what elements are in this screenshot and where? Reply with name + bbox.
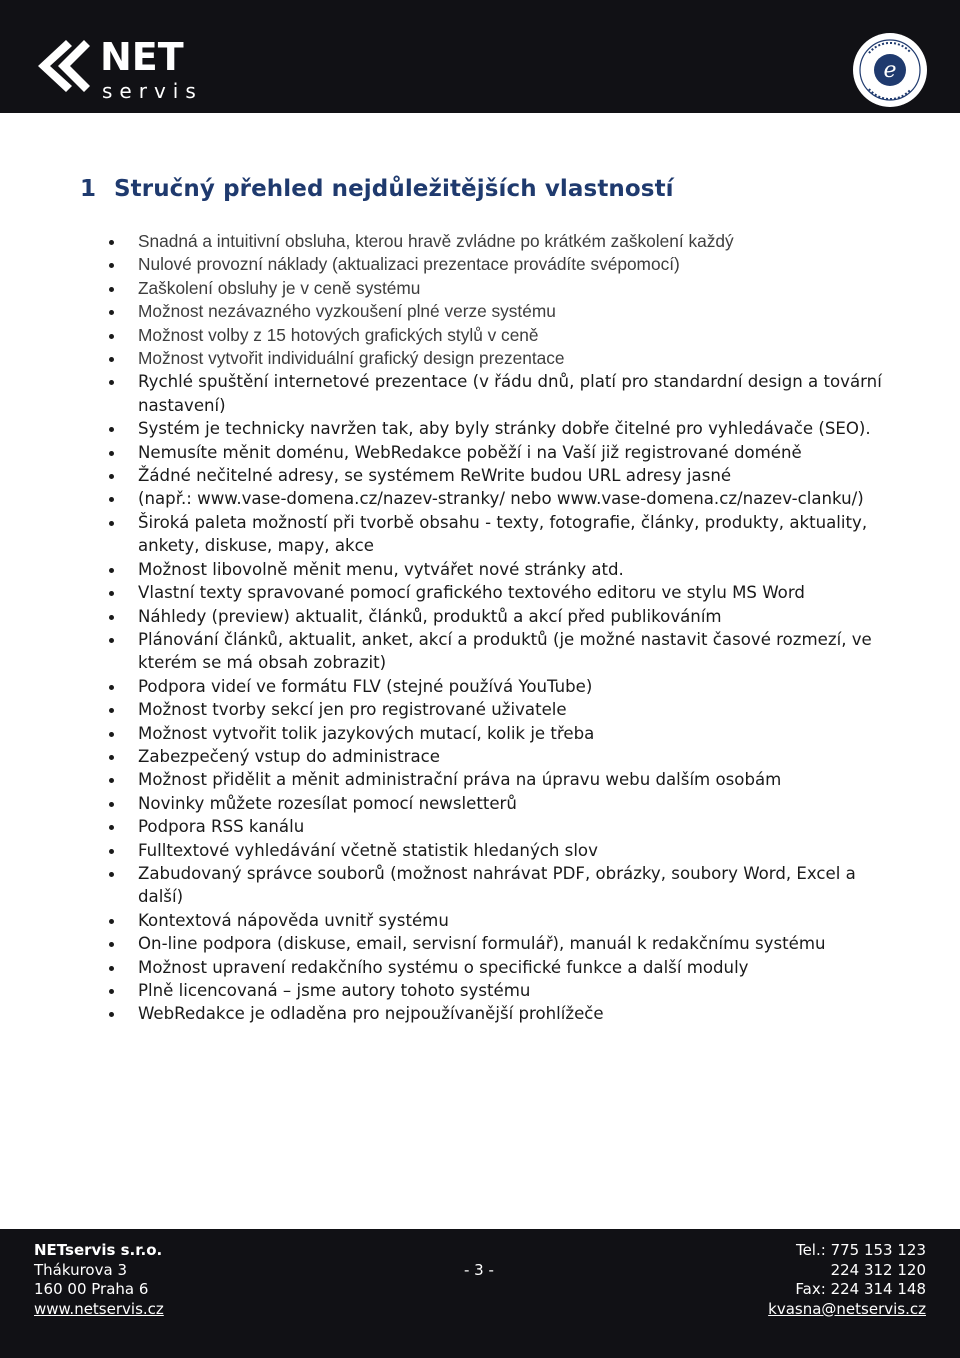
list-item: Nemusíte měnit doménu, WebRedakce poběží i na Vaší již registrované doméně <box>106 441 886 464</box>
list-item: Systém je technicky navržen tak, aby byly stránky dobře čitelné pro vyhledávače (SEO). <box>106 417 886 440</box>
page-number: - 3 - <box>464 1261 494 1279</box>
list-item: Snadná a intuitivní obsluha, kterou hravě zvládne po krátkém zaškolení každý <box>106 230 886 253</box>
bullet-icon <box>109 497 114 502</box>
list-item: Plánování článků, aktualit, anket, akcí a produktů (je možné nastavit časové rozmezí, ve kterém se má obsah zobrazit) <box>106 628 886 675</box>
bullet-icon <box>109 708 114 713</box>
list-item: Možnost nezávazného vyzkoušení plné verze systému <box>106 300 886 323</box>
feature-list <box>106 230 886 1026</box>
bullet-icon <box>109 357 114 362</box>
list-item: Podpora videí ve formátu FLV (stejné používá YouTube) <box>106 675 886 698</box>
netservis-logo <box>30 26 230 106</box>
company-address <box>34 1241 164 1319</box>
list-item: Zabezpečený vstup do administrace <box>106 745 886 768</box>
section-heading <box>80 176 674 202</box>
logo-text: NET <box>100 35 184 79</box>
bullet-icon <box>109 1012 114 1017</box>
list-item: Kontextová nápověda uvnitř systému <box>106 909 886 932</box>
bullet-icon <box>109 263 114 268</box>
bullet-icon <box>109 825 114 830</box>
list-item: Zaškolení obsluhy je v ceně systému <box>106 277 886 300</box>
list-item: Nulové provozní náklady (aktualizaci prezentace provádíte svépomocí) <box>106 253 886 276</box>
list-item: Podpora RSS kanálu <box>106 815 886 838</box>
logo-subtext: servis <box>102 79 203 103</box>
certification-seal <box>851 31 929 109</box>
section-title: Stručný přehled nejdůležitějších vlastností <box>114 176 674 202</box>
bullet-icon <box>109 615 114 620</box>
bullet-icon <box>109 310 114 315</box>
list-item: Možnost libovolně měnit menu, vytvářet nové stránky atd. <box>106 558 886 581</box>
city-address: 160 00 Praha 6 <box>34 1280 149 1299</box>
list-item: Možnost vytvořit individuální grafický design prezentace <box>106 347 886 370</box>
list-item: Žádné nečitelné adresy, se systémem ReWrite budou URL adresy jasné <box>106 464 886 487</box>
list-item: Novinky můžete rozesílat pomocí newsletterů <box>106 792 886 815</box>
bullet-icon <box>109 474 114 479</box>
bullet-icon <box>109 989 114 994</box>
bullet-icon <box>109 919 114 924</box>
bullet-icon <box>109 334 114 339</box>
website-link[interactable]: www.netservis.cz <box>34 1299 164 1318</box>
list-item: Možnost vytvořit tolik jazykových mutací, kolik je třeba <box>106 722 886 745</box>
bullet-icon <box>109 849 114 854</box>
bullet-icon <box>109 451 114 456</box>
list-item: Možnost tvorby sekcí jen pro registrované uživatele <box>106 698 886 721</box>
phone-number-secondary: 224 312 120 <box>830 1260 926 1279</box>
bullet-icon <box>109 380 114 385</box>
list-item: On-line podpora (diskuse, email, servisní formulář), manuál k redakčnímu systému <box>106 932 886 955</box>
list-item: Možnost přidělit a měnit administrační práva na úpravu webu dalším osobám <box>106 768 886 791</box>
bullet-icon <box>109 755 114 760</box>
list-item: Fulltextové vyhledávání včetně statistik hledaných slov <box>106 839 886 862</box>
bullet-icon <box>109 287 114 292</box>
bullet-icon <box>109 638 114 643</box>
bullet-icon <box>109 732 114 737</box>
bullet-icon <box>109 685 114 690</box>
bullet-icon <box>109 427 114 432</box>
bullet-icon <box>109 942 114 947</box>
list-item: Rychlé spuštění internetové prezentace (v řádu dnů, platí pro standardní design a tovární nastavení) <box>106 370 886 417</box>
bullet-icon <box>109 966 114 971</box>
list-item: (např.: www.vase-domena.cz/nazev-stranky/ nebo www.vase-domena.cz/nazev-clanku/) <box>106 487 886 510</box>
list-item: WebRedakce je odladěna pro nejpoužívanější prohlížeče <box>106 1002 886 1025</box>
bullet-icon <box>109 872 114 877</box>
bullet-icon <box>109 778 114 783</box>
list-item: Náhledy (preview) aktualit, článků, produktů a akcí před publikováním <box>106 605 886 628</box>
section-number: 1 <box>80 176 97 202</box>
list-item: Vlastní texty spravované pomocí grafického textového editoru ve stylu MS Word <box>106 581 886 604</box>
page-footer <box>0 1229 960 1358</box>
fax-number: Fax: 224 314 148 <box>795 1280 926 1299</box>
street-address: Thákurova 3 <box>34 1260 127 1279</box>
bullet-icon <box>109 521 114 526</box>
list-item: Plně licencovaná – jsme autory tohoto systému <box>106 979 886 1002</box>
company-name: NETservis s.r.o. <box>34 1241 163 1259</box>
page-header <box>0 0 960 113</box>
list-item: Možnost volby z 15 hotových grafických stylů v ceně <box>106 324 886 347</box>
list-item: Široká paleta možností při tvorbě obsahu - texty, fotografie, články, produkty, aktuality, ankety, diskuse, mapy, akce <box>106 511 886 558</box>
svg-text:e: e <box>883 58 897 83</box>
bullet-icon <box>109 240 114 245</box>
company-contacts <box>768 1241 926 1319</box>
list-item: Zabudovaný správce souborů (možnost nahrávat PDF, obrázky, soubory Word, Excel a další) <box>106 862 886 909</box>
bullet-icon <box>109 568 114 573</box>
phone-number: Tel.: 775 153 123 <box>795 1241 926 1259</box>
bullet-icon <box>109 591 114 596</box>
email-link[interactable]: kvasna@netservis.cz <box>768 1299 926 1318</box>
list-item: Možnost upravení redakčního systému o specifické funkce a další moduly <box>106 956 886 979</box>
bullet-icon <box>109 802 114 807</box>
